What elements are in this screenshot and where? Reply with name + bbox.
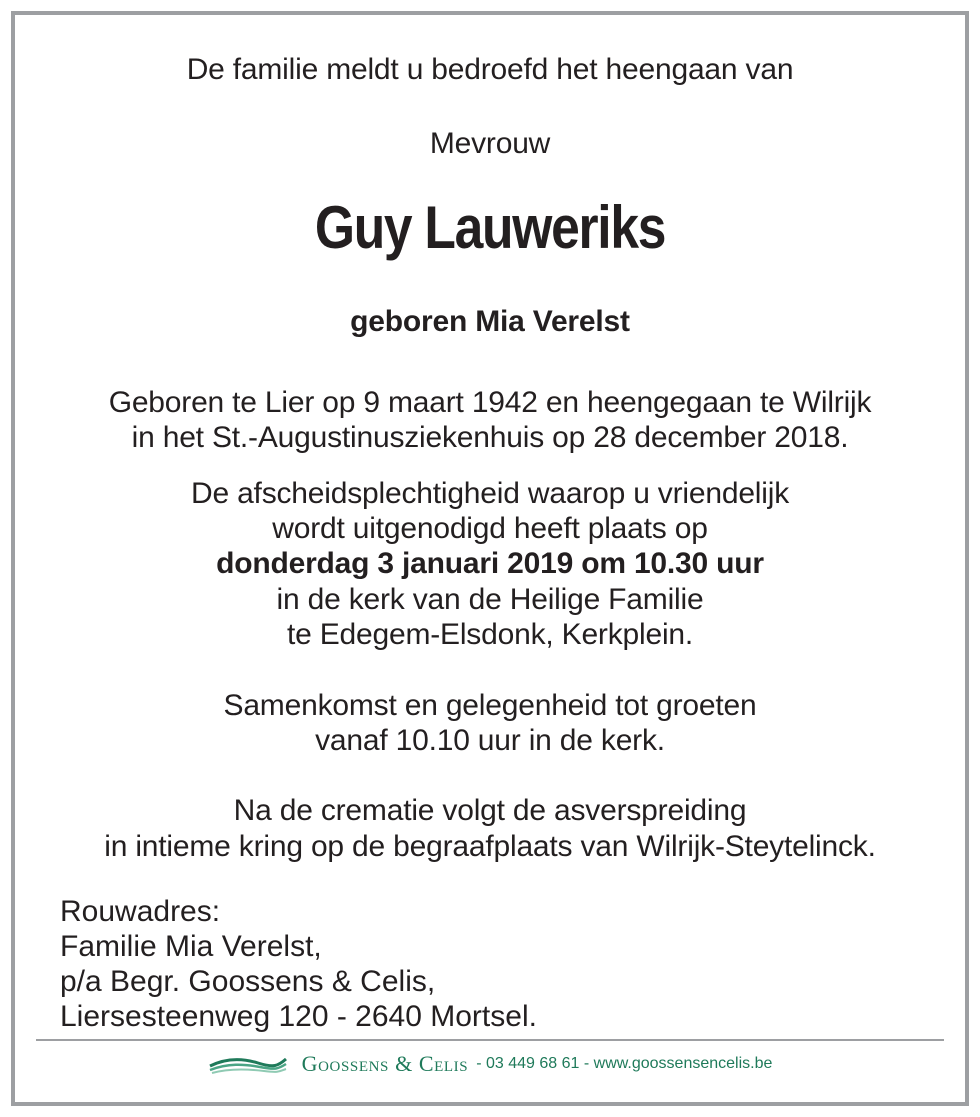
cremation-line-1: Na de crematie volgt de asverspreiding	[233, 794, 747, 827]
funeral-home-name: Goossens & Celis	[301, 1051, 469, 1076]
address-line: Familie Mia Verelst,	[60, 930, 322, 963]
funeral-home-footer	[0, 1051, 980, 1077]
gathering-line-1: Samenkomst en gelegenheid tot groeten	[223, 689, 757, 722]
address-heading: Rouwadres:	[60, 895, 221, 928]
birth-death-line-1: Geboren te Lier op 9 maart 1942 en heengegaan te Wilrijk	[108, 386, 872, 419]
ceremony-line-5: te Edegem-Elsdonk, Kerkplein.	[286, 618, 694, 651]
birth-death-line-2: in het St.-Augustinusziekenhuis op 28 december 2018.	[131, 421, 849, 454]
mourning-address	[60, 894, 537, 1034]
footer-divider	[36, 1039, 944, 1041]
funeral-home-contact: - 03 449 68 61 - www.goossensencelis.be	[476, 1055, 773, 1072]
gathering-line-2: vanaf 10.10 uur in de kerk.	[315, 724, 665, 757]
intro-text: De familie meldt u bedroefd het heengaan van	[186, 53, 794, 86]
ceremony-line-2: wordt uitgenodigd heeft plaats op	[272, 512, 708, 545]
deceased-name: Guy Lauweriks	[314, 194, 666, 261]
maiden-name: geboren Mia Verelst	[350, 305, 630, 338]
ceremony-line-1: De afscheidsplechtigheid waarop u vriendelijk	[190, 477, 790, 510]
wave-logo-icon	[208, 1054, 288, 1074]
address-line: p/a Begr. Goossens & Celis,	[60, 965, 436, 998]
ceremony-line-4: in de kerk van de Heilige Familie	[276, 583, 704, 616]
ceremony-datetime: donderdag 3 januari 2019 om 10.30 uur	[216, 547, 764, 580]
address-line: Liersesteenweg 120 - 2640 Mortsel.	[60, 1000, 537, 1033]
honorific: Mevrouw	[429, 127, 551, 160]
cremation-line-2: in intieme kring op de begraafplaats van Wilrijk-Steytelinck.	[104, 830, 876, 863]
